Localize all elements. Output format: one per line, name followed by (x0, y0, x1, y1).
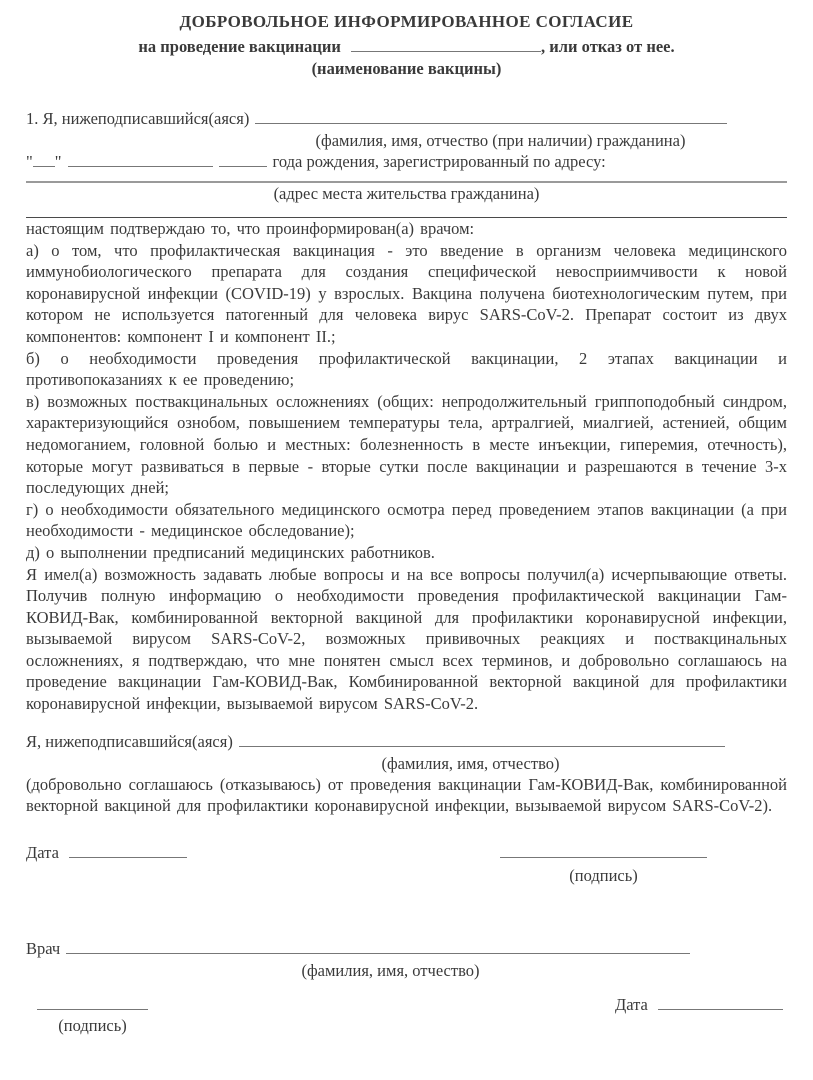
subscriber-prefix: 1. Я, нижеподписавшийся(аяся) (26, 109, 250, 128)
address-caption: (адрес места жительства гражданина) (273, 184, 540, 203)
doctor-signature-field[interactable] (37, 995, 148, 1010)
doctor-fullname-field[interactable] (66, 939, 690, 954)
patient-signature-field[interactable] (500, 843, 707, 858)
patient-signature-block (500, 843, 707, 886)
statement-item-a: а) о том, что профилактическая вакцинация - это введение в организм человека медицинского иммунобиологического препарата для создания специфической невосприимчивости к новой коронавирусной инфекции (COVID-19) у взрослых. Вакцина получена биотехнологическим путем, при котором не используется патогенный для человека вирус SARS-CoV-2. Препарат состоит из двух компонентов: компонент I и компонент II.; (26, 240, 787, 346)
doctor-date-field[interactable] (658, 995, 783, 1010)
consent-subscriber-row (26, 731, 787, 753)
patient-signature-caption: (подпись) (569, 865, 638, 885)
subtitle-suffix: , или отказ от нее. (541, 37, 675, 56)
statement-item-b: б) о необходимости проведения профилактической вакцинации, 2 этапах вакцинации и противопоказаниях к ее проведению; (26, 348, 787, 390)
patient-date-row (26, 843, 187, 863)
birth-month-field[interactable] (68, 152, 213, 167)
statement-body (26, 218, 787, 715)
subscriber-row (26, 108, 787, 130)
patient-fullname-field[interactable] (255, 109, 727, 124)
doctor-signature-caption: (подпись) (58, 1015, 127, 1035)
consent-fullname-field[interactable] (239, 732, 725, 747)
doctor-row (26, 938, 787, 960)
quote-close: " (54, 152, 62, 171)
consent-agreement-text: (добровольно соглашаюсь (отказываюсь) от проведения вакцинации Гам-КОВИД-Вак, комбинированной векторной вакциной для профилактики коронавирусной инфекции, вызываемой вирусом SARS-CoV-2). (26, 774, 787, 816)
doctor-date-label: Дата (614, 994, 648, 1014)
birthdate-suffix: года рождения, зарегистрированный по адресу: (272, 152, 606, 171)
doctor-fullname-caption: (фамилия, имя, отчество) (301, 960, 480, 980)
statement-item-d: д) о выполнении предписаний медицинских работников. (26, 542, 435, 562)
statement-intro: настоящим подтверждаю то, что проинформирован(а) врачом: (26, 219, 475, 238)
doctor-date-row (615, 995, 783, 1015)
birthdate-row (26, 151, 787, 173)
doctor-signature-section (26, 995, 787, 1036)
patient-date-label: Дата (26, 842, 59, 862)
patient-date-field[interactable] (69, 843, 187, 858)
consent-agreement-block (26, 774, 787, 817)
patient-fullname-caption: (фамилия, имя, отчество (при наличии) гражданина) (315, 131, 686, 150)
patient-signature-section (26, 843, 787, 886)
consent-subscriber-prefix: Я, нижеподписавшийся(аяся) (26, 731, 233, 751)
vaccine-name-caption: (наименование вакцины) (311, 59, 502, 78)
quote-open: " (26, 152, 33, 171)
document-title: ДОБРОВОЛЬНОЕ ИНФОРМИРОВАННОЕ СОГЛАСИЕ (179, 12, 634, 31)
birth-year-field[interactable] (219, 152, 267, 167)
doctor-signature-block (37, 995, 148, 1036)
subtitle-prefix: на проведение вакцинации (138, 37, 341, 56)
doctor-label: Врач (26, 938, 61, 958)
vaccine-name-field[interactable] (351, 37, 541, 52)
consent-fullname-caption: (фамилия, имя, отчество) (381, 753, 560, 773)
document-subtitle (26, 36, 787, 58)
statement-questions: Я имел(а) возможность задавать любые вопросы и на все вопросы получил(а) исчерпывающие ответы. Получив полную информацию о необходимости проведения профилактической вакцинации Гам-КОВИД-Вак, комбинированной векторной вакциной для профилактики коронавирусной инфекции, вызываемой вирусом SARS-CoV-2, возможных прививочных реакциях и поствакцинальных осложнениях, я подтверждаю, что мне понятен смысл всех терминов, и добровольно соглашаюсь на проведение вакцинации Гам-КОВИД-Вак, Комбинированной векторной вакциной для профилактики коронавирусной инфекции, вызываемой вирусом SARS-CoV-2. (26, 564, 787, 714)
birth-day-field[interactable] (33, 152, 55, 167)
statement-item-v: в) возможных поствакцинальных осложнениях (общих: непродолжительный гриппоподобный синдром, характеризующийся ознобом, повышением температуры тела, артралгией, миалгией, астенией, общим недомоганием, головной болью и местных: болезненность в месте инъекции, гиперемия, отечность), которые могут развиваться в первые - вторые сутки после вакцинации и разрешаются в течение 3-х последующих дней; (26, 391, 787, 498)
statement-item-g: г) о необходимости обязательного медицинского осмотра перед проведением этапов вакцинации (а при необходимости - медицинское обследование); (26, 499, 787, 541)
